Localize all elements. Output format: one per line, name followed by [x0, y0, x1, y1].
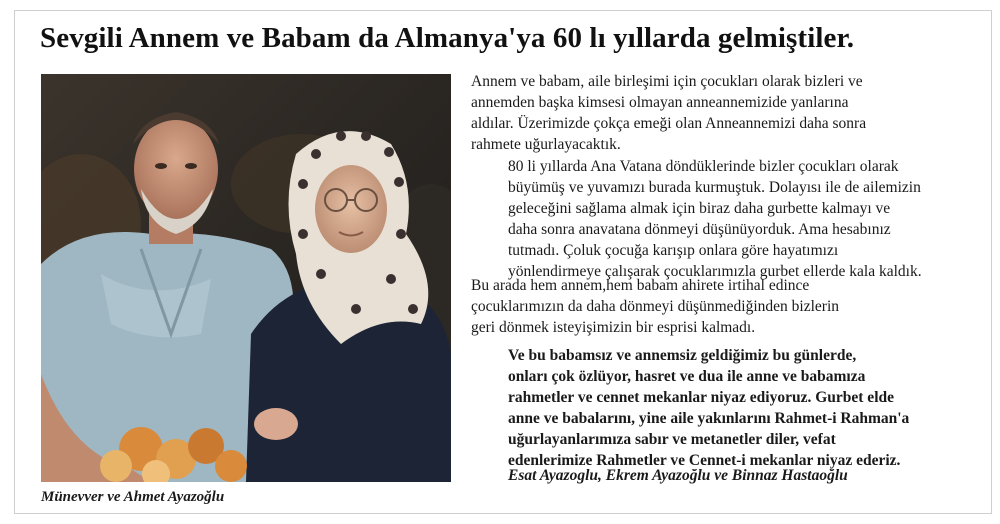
- portrait-photo: [41, 74, 451, 482]
- text-line: annemden başka kimsesi olmayan anneannemizide yanlarına: [471, 94, 849, 111]
- signature: Esat Ayazoglu, Ekrem Ayazoğlu ve Binnaz Hastaoğlu: [508, 467, 848, 484]
- portrait-photo-icon: [41, 74, 451, 482]
- page-title: Sevgili Annem ve Babam da Almanya'ya 60 lı yıllarda gelmiştiler.: [40, 22, 855, 54]
- text-line: büyümüş ve yuvamızı burada kurmuştuk. Dolayısı ile de ailemizin: [508, 179, 921, 196]
- text-line: onları çok özlüyor, hasret ve dua ile anne ve babamıza: [508, 368, 866, 385]
- paragraph-prayer: [508, 345, 909, 471]
- text-line: Annem ve babam, aile birleşimi için çocukları olarak bizleri ve: [471, 73, 863, 90]
- text-line: rahmetler ve cennet mekanlar niyaz ediyoruz. Gurbet elde: [508, 389, 894, 406]
- text-line: uğurlayanlarımıza sabır ve metanetler diler, vefat: [508, 431, 836, 448]
- text-line: anne ve babalarını, yine aile yakınlarını Rahmet-i Rahman'a: [508, 410, 910, 427]
- text-line: tutmadı. Çoluk çocuğa karışıp onlara göre hayatımızı: [508, 242, 839, 259]
- text-line: rahmete uğurlayacaktık.: [471, 136, 621, 153]
- text-line: 80 li yıllarda Ana Vatana döndüklerinde bizler çocukları olarak: [508, 158, 899, 175]
- text-line: edenlerimize Rahmetler ve Cennet-i mekanlar niyaz ederiz.: [508, 452, 901, 469]
- text-line: yönlendirmeye çalışarak çocuklarımızla gurbet ellerde kala kaldık.: [508, 263, 922, 280]
- paragraph-return-plans: [508, 156, 922, 282]
- paragraph-family-reunion: [471, 71, 866, 155]
- photo-caption: Münevver ve Ahmet Ayazoğlu: [41, 489, 225, 505]
- text-line: geleceğini sağlama almak için biraz daha gurbette kalmayı ve: [508, 200, 891, 217]
- text-line: daha sonra anavatana dönmeyi düşünüyorduk. Ama hesabınız: [508, 221, 891, 238]
- text-line: aldılar. Üzerimizde çokça emeği olan Anneannemizi daha sonra: [471, 115, 867, 132]
- paragraph-passing: [471, 275, 839, 338]
- text-line: çocuklarımızın da daha dönmeyi düşünmediğinden bizlerin: [471, 298, 840, 315]
- text-line: geri dönmek isteyişimizin bir esprisi kalmadı.: [471, 319, 756, 336]
- text-line: Ve bu babamsız ve annemsiz geldiğimiz bu günlerde,: [508, 347, 857, 364]
- text-line: Bu arada hem annem,hem babam ahirete irtihal edince: [471, 277, 810, 294]
